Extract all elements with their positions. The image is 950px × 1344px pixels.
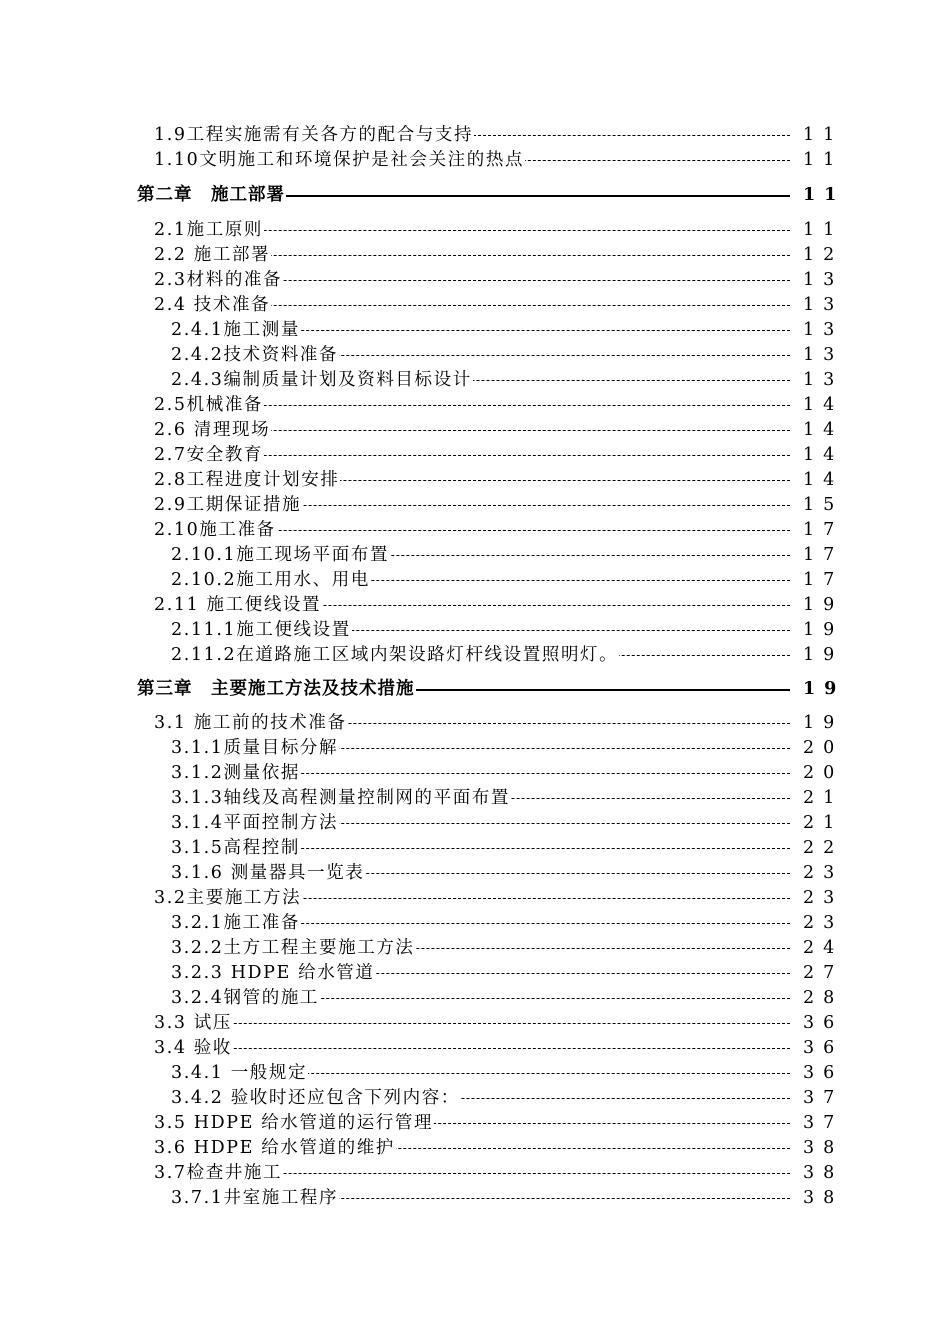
toc-entry-row[interactable] xyxy=(0,493,950,518)
toc-entry-title: 3.7检查井施工 xyxy=(154,1161,283,1186)
toc-entry-title: 3.6 HDPE 给水管道的维护 xyxy=(154,1136,396,1161)
toc-page-number: 38 xyxy=(803,1138,844,1158)
toc-page-number: 15 xyxy=(803,495,844,515)
toc-entry-row[interactable] xyxy=(0,911,950,936)
toc-leader-line xyxy=(174,1023,790,1024)
toc-entry-row[interactable] xyxy=(0,268,950,293)
toc-page-number: 23 xyxy=(803,888,844,908)
toc-entry-title: 3.1.5高程控制 xyxy=(171,836,301,861)
toc-entry-row[interactable] xyxy=(0,543,950,568)
toc-page-number: 37 xyxy=(803,1113,844,1133)
toc-page-number: 20 xyxy=(803,763,844,783)
toc-page-number: 20 xyxy=(803,738,844,758)
toc-entry-title: 2.10.2施工用水、用电 xyxy=(171,568,371,593)
toc-page-number: 11 xyxy=(803,220,844,240)
toc-page-number: 22 xyxy=(803,838,844,858)
toc-page-number: 14 xyxy=(803,470,844,490)
toc-page-number: 12 xyxy=(803,245,844,265)
toc-entry-title: 1.9工程实施需有关各方的配合与支持 xyxy=(154,123,474,148)
toc-entry-row[interactable] xyxy=(0,886,950,911)
toc-entry-title: 3.2.1施工准备 xyxy=(171,911,301,936)
toc-page-number: 11 xyxy=(803,185,846,205)
toc-page-number: 37 xyxy=(803,1088,844,1108)
toc-page-number: 17 xyxy=(803,570,844,590)
toc-entry-row[interactable] xyxy=(0,736,950,761)
toc-page-number: 21 xyxy=(803,813,844,833)
toc-entry-row[interactable] xyxy=(0,243,950,268)
toc-entry-title: 3.2主要施工方法 xyxy=(154,886,302,911)
toc-entry-title: 3.3 试压 xyxy=(154,1011,233,1036)
toc-entry-title: 3.2.2土方工程主要施工方法 xyxy=(171,936,416,961)
toc-entry-row[interactable] xyxy=(0,761,950,786)
toc-page-number: 17 xyxy=(803,545,844,565)
toc-chapter-row[interactable] xyxy=(0,677,950,702)
toc-entry-title: 2.11.2在道路施工区域内架设路灯杆线设置照明灯。 xyxy=(171,643,619,668)
toc-entry-row[interactable] xyxy=(0,836,950,861)
toc-entry-title: 2.4 技术准备 xyxy=(154,293,271,318)
toc-entry-title: 3.1.2测量依据 xyxy=(171,761,301,786)
toc-page-number: 28 xyxy=(803,988,844,1008)
toc-page-number: 23 xyxy=(803,863,844,883)
toc-entry-row[interactable] xyxy=(0,1011,950,1036)
toc-entry-title: 3.1.4平面控制方法 xyxy=(171,811,339,836)
toc-entry-title: 第三章 主要施工方法及技术措施 xyxy=(137,677,416,702)
toc-entry-row[interactable] xyxy=(0,1186,950,1211)
toc-leader-line xyxy=(174,455,790,456)
toc-entry-title: 2.4.3编制质量计划及资料目标设计 xyxy=(171,368,473,393)
toc-page-number: 11 xyxy=(803,125,844,145)
toc-entry-title: 3.1.6 测量器具一览表 xyxy=(171,861,365,886)
toc-page-number: 13 xyxy=(803,345,844,365)
toc-entry-title: 2.1施工原则 xyxy=(154,218,264,243)
toc-entry-row[interactable] xyxy=(0,293,950,318)
toc-entry-row[interactable] xyxy=(0,1111,950,1136)
toc-entry-title: 2.5机械准备 xyxy=(154,393,264,418)
toc-entry-row[interactable] xyxy=(0,786,950,811)
toc-page-number: 19 xyxy=(803,645,844,665)
toc-page-number: 19 xyxy=(803,595,844,615)
toc-entry-title: 2.9工期保证措施 xyxy=(154,493,302,518)
toc-entry-title: 3.2.4钢管的施工 xyxy=(171,986,320,1011)
toc-page-number: 13 xyxy=(803,270,844,290)
toc-entry-title: 3.4 验收 xyxy=(154,1036,233,1061)
toc-entry-title: 1.10文明施工和环境保护是社会关注的热点 xyxy=(154,148,525,173)
toc-entry-title: 2.7安全教育 xyxy=(154,443,264,468)
toc-entry-row[interactable] xyxy=(0,568,950,593)
toc-leader-line xyxy=(174,405,790,406)
toc-entry-row[interactable] xyxy=(0,618,950,643)
toc-entry-row[interactable] xyxy=(0,393,950,418)
toc-entry-row[interactable] xyxy=(0,1086,950,1111)
toc-entry-title: 3.4.2 验收时还应包含下列内容： xyxy=(171,1086,461,1111)
toc-entry-title: 2.8工程进度计划安排 xyxy=(154,468,340,493)
toc-page-number: 38 xyxy=(803,1163,844,1183)
toc-entry-title: 3.1 施工前的技术准备 xyxy=(154,711,348,736)
toc-entry-title: 2.4.1施工测量 xyxy=(171,318,301,343)
toc-entry-row[interactable] xyxy=(0,418,950,443)
toc-page-number: 13 xyxy=(803,320,844,340)
toc-entry-row[interactable] xyxy=(0,986,950,1011)
toc-page-number: 36 xyxy=(803,1063,844,1083)
toc-page-number: 13 xyxy=(803,370,844,390)
toc-entry-title: 3.2.3 HDPE 给水管道 xyxy=(171,961,376,986)
toc-entry-row[interactable] xyxy=(0,468,950,493)
toc-entry-title: 3.4.1 一般规定 xyxy=(171,1061,308,1086)
toc-entry-row[interactable] xyxy=(0,811,950,836)
toc-chapter-row[interactable] xyxy=(0,183,950,208)
toc-entry-row[interactable] xyxy=(0,518,950,543)
toc-page-number: 36 xyxy=(803,1038,844,1058)
toc-entry-title: 2.10施工准备 xyxy=(154,518,277,543)
toc-entry-row[interactable] xyxy=(0,123,950,148)
toc-page-number: 36 xyxy=(803,1013,844,1033)
toc-entry-row[interactable] xyxy=(0,861,950,886)
toc-page-number: 38 xyxy=(803,1188,844,1208)
toc-entry-row[interactable] xyxy=(0,1136,950,1161)
toc-entry-row[interactable] xyxy=(0,343,950,368)
toc-entry-row[interactable] xyxy=(0,936,950,961)
toc-page-number: 14 xyxy=(803,420,844,440)
toc-entry-title: 3.7.1井室施工程序 xyxy=(171,1186,339,1211)
toc-entry-row[interactable] xyxy=(0,593,950,618)
toc-page-number: 19 xyxy=(803,679,846,699)
toc-page-number: 21 xyxy=(803,788,844,808)
toc-page-number: 24 xyxy=(803,938,844,958)
toc-leader-line xyxy=(174,230,790,231)
toc-entry-row[interactable] xyxy=(0,443,950,468)
toc-entry-title: 2.11.1施工便线设置 xyxy=(171,618,352,643)
toc-entry-title: 3.5 HDPE 给水管道的运行管理 xyxy=(154,1111,434,1136)
toc-entry-title: 2.4.2技术资料准备 xyxy=(171,343,339,368)
toc-entry-row[interactable] xyxy=(0,318,950,343)
toc-entry-title: 2.11 施工便线设置 xyxy=(154,593,322,618)
toc-entry-row[interactable] xyxy=(0,368,950,393)
toc-page-number: 14 xyxy=(803,395,844,415)
toc-leader-line xyxy=(174,1048,790,1049)
toc-page-number: 17 xyxy=(803,520,844,540)
toc-entry-title: 2.10.1施工现场平面布置 xyxy=(171,543,390,568)
toc-entry-title: 第二章 施工部署 xyxy=(137,183,286,208)
toc-entry-title: 3.1.3轴线及高程测量控制网的平面布置 xyxy=(171,786,511,811)
toc-entry-row[interactable] xyxy=(0,961,950,986)
toc-entry-row[interactable] xyxy=(0,1036,950,1061)
toc-entry-row[interactable] xyxy=(0,711,950,736)
toc-page-number: 19 xyxy=(803,713,844,733)
toc-entry-title: 2.3材料的准备 xyxy=(154,268,283,293)
toc-page-number: 13 xyxy=(803,295,844,315)
toc-entry-title: 2.6 清理现场 xyxy=(154,418,271,443)
toc-entry-title: 3.1.1质量目标分解 xyxy=(171,736,339,761)
toc-entry-title: 2.2 施工部署 xyxy=(154,243,271,268)
toc-entry-row[interactable] xyxy=(0,1061,950,1086)
toc-page-number: 19 xyxy=(803,620,844,640)
toc-page-number: 27 xyxy=(803,963,844,983)
toc-page-number: 14 xyxy=(803,445,844,465)
toc-page-number: 11 xyxy=(803,150,844,170)
toc-entry-row[interactable] xyxy=(0,218,950,243)
toc-page-number: 23 xyxy=(803,913,844,933)
toc-entry-row[interactable] xyxy=(0,1161,950,1186)
toc-entry-row[interactable] xyxy=(0,148,950,173)
toc-entry-row[interactable] xyxy=(0,643,950,668)
